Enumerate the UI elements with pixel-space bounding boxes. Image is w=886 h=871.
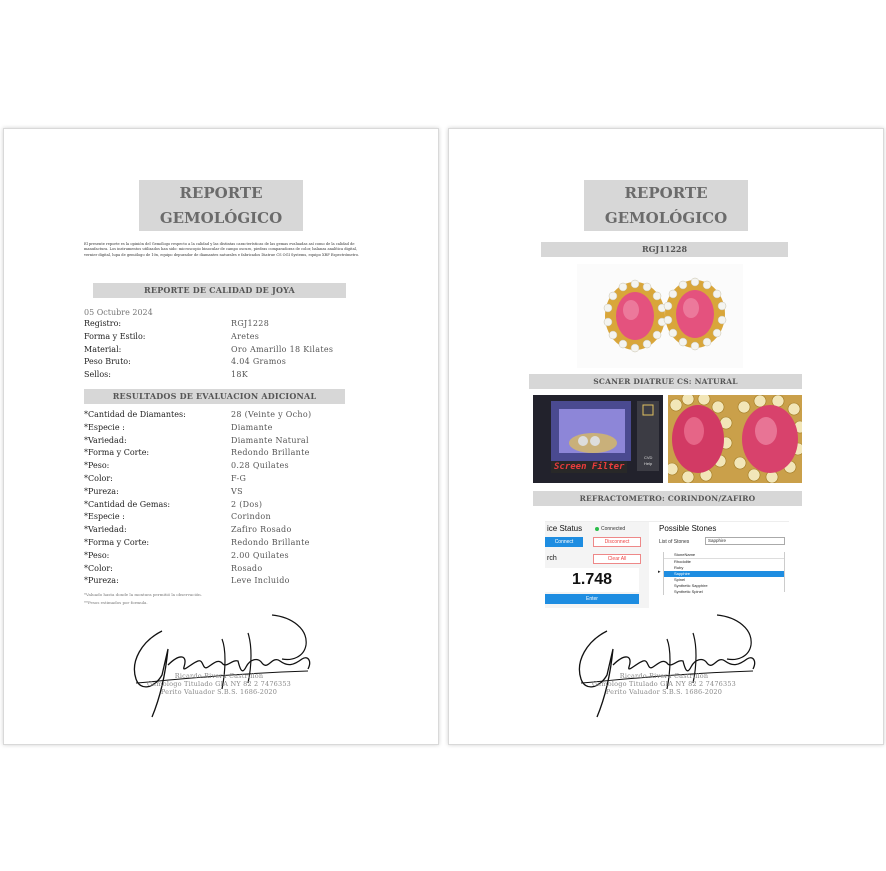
- stones-table-header: StoneName: [664, 552, 785, 559]
- eval-label: *Forma y Corte:: [84, 537, 150, 547]
- report-title-line2: GEMOLÓGICO: [604, 209, 728, 227]
- connect-button[interactable]: Connect: [545, 537, 583, 547]
- detail-label: Sellos:: [84, 370, 111, 380]
- eval-value: 2 (Dos): [231, 499, 263, 509]
- search-label: rch: [547, 555, 557, 562]
- signature-block: [564, 672, 764, 696]
- detail-value: Oro Amarillo 18 Kilates: [231, 344, 334, 354]
- detail-row: [84, 344, 384, 357]
- eval-value: Zafiro Rosado: [231, 525, 292, 535]
- eval-value: Corindon: [231, 512, 271, 522]
- detail-row: [84, 356, 384, 369]
- scanner-overlay-text: Screen Filter: [551, 461, 627, 473]
- eval-value: Redondo Brillante: [231, 537, 310, 547]
- stone-row[interactable]: Rhodolite: [674, 559, 691, 564]
- eval-value: 0.28 Quilates: [231, 461, 289, 471]
- stone-row[interactable]: Synthetic Spinel: [674, 589, 703, 594]
- scanner-tag-help: Help: [644, 461, 653, 466]
- report-date: 05 Octubre 2024: [84, 308, 153, 317]
- refractive-index-reading: 1.748: [545, 568, 639, 592]
- stone-row-selected[interactable]: Sapphire: [664, 571, 785, 577]
- eval-row: [84, 409, 384, 422]
- signer-name: Ricardo Rivera Castrillon: [619, 672, 709, 680]
- signer-credentials: Gemologo Titulado GIA NY 82 2 7476353: [591, 680, 736, 688]
- connected-dot-icon: [595, 527, 599, 531]
- scanner-section-title: SCANER DIATRUE CS: NATURAL: [529, 374, 802, 389]
- report-title-line1: REPORTE: [179, 184, 263, 202]
- eval-value: Diamante Natural: [231, 435, 309, 445]
- report-page-tests: [448, 128, 884, 745]
- eval-row: [84, 575, 384, 588]
- eval-label: *Color:: [84, 473, 113, 483]
- eval-value: VS: [231, 486, 243, 496]
- detail-value: Aretes: [231, 331, 260, 341]
- eval-value: Diamante: [231, 422, 273, 432]
- evaluation-details: [84, 409, 384, 588]
- report-title-line1: REPORTE: [624, 184, 708, 202]
- detail-value: 4.04 Gramos: [231, 357, 287, 367]
- eval-value: Rosado: [231, 563, 263, 573]
- signature-scribble: [567, 609, 767, 719]
- refractometer-software: [545, 521, 789, 607]
- eval-row: [84, 486, 384, 499]
- footnote-2: **Pesos estimados por formula.: [84, 600, 148, 605]
- closeup-photo: [668, 395, 802, 483]
- stone-row[interactable]: Spinel: [674, 577, 686, 582]
- device-status-label: ice Status: [547, 524, 583, 533]
- eval-row: [84, 499, 384, 512]
- signature-scribble: [122, 609, 322, 719]
- connected-label: Connected: [601, 526, 626, 532]
- report-title: [139, 180, 303, 231]
- eval-label: *Especie :: [84, 512, 125, 522]
- eval-label: *Pureza:: [84, 576, 119, 586]
- possible-stones-title: Possible Stones: [659, 524, 717, 533]
- eval-row: [84, 422, 384, 435]
- detail-label: Material:: [84, 344, 122, 354]
- detail-row: [84, 331, 384, 344]
- signer-credentials: Gemologo Titulado GIA NY 82 2 7476353: [146, 680, 291, 688]
- eval-value: 28 (Veinte y Ocho): [231, 410, 312, 419]
- eval-label: *Cantidad de Diamantes:: [84, 410, 186, 419]
- eval-label: *Forma y Corte:: [84, 448, 150, 458]
- report-page-quality: [3, 128, 439, 745]
- section-evaluation-title: RESULTADOS DE EVALUACION ADICIONAL: [84, 389, 345, 404]
- clear-all-button[interactable]: Clear All: [593, 554, 641, 564]
- eval-row: [84, 460, 384, 473]
- possible-stones-panel: [657, 522, 789, 608]
- eval-value: 2.00 Quilates: [231, 550, 289, 560]
- eval-row: [84, 511, 384, 524]
- detail-row: [84, 369, 384, 382]
- jewel-details: [84, 318, 384, 382]
- signer-appraiser-id: Perito Valuador S.B.S. 1686-2020: [160, 688, 278, 696]
- eval-value: F-G: [231, 473, 247, 483]
- eval-row: [84, 473, 384, 486]
- eval-row: [84, 524, 384, 537]
- list-of-stones-label: List of Stones: [659, 539, 690, 545]
- eval-value: Redondo Brillante: [231, 448, 310, 458]
- earrings-photo: [577, 264, 743, 368]
- report-title-line2: GEMOLÓGICO: [159, 209, 283, 227]
- detail-value: RGJ1228: [231, 319, 270, 328]
- disconnect-button[interactable]: Disconnect: [593, 537, 641, 547]
- detail-row: [84, 318, 384, 331]
- section-jewel-quality-title: REPORTE DE CALIDAD DE JOYA: [93, 283, 346, 298]
- eval-row: [84, 435, 384, 448]
- eval-label: *Cantidad de Gemas:: [84, 499, 171, 509]
- detail-label: Forma y Estilo:: [84, 331, 146, 341]
- eval-label: *Especie :: [84, 422, 125, 432]
- enter-button[interactable]: Enter: [545, 594, 639, 604]
- eval-label: *Peso:: [84, 461, 110, 471]
- scanner-tag-cvd: CVD: [644, 455, 653, 460]
- eval-label: *Variedad:: [84, 525, 127, 535]
- stones-table: [663, 552, 785, 595]
- signer-name: Ricardo Rivera Castrillon: [174, 672, 264, 680]
- stone-row[interactable]: Ruby: [674, 565, 684, 570]
- eval-row: [84, 550, 384, 563]
- eval-row: [84, 563, 384, 576]
- stone-row[interactable]: Synthetic Sapphire: [674, 583, 708, 588]
- eval-label: *Peso:: [84, 550, 110, 560]
- eval-label: *Color:: [84, 563, 113, 573]
- eval-label: *Variedad:: [84, 435, 127, 445]
- footnotes: [84, 591, 202, 607]
- table-scrollbar[interactable]: [784, 552, 785, 592]
- detail-value: 18K: [231, 370, 249, 380]
- row-pointer-icon: ▸: [658, 569, 661, 575]
- eval-value: Leve Incluido: [231, 576, 290, 586]
- device-panel: [545, 522, 649, 608]
- connection-status: [595, 526, 625, 532]
- scanner-photo: [533, 395, 663, 483]
- footnote-1: *Valuado hasta donde la montura permitió la observación.: [84, 592, 203, 597]
- signer-appraiser-id: Perito Valuador S.B.S. 1686-2020: [605, 688, 723, 696]
- registro-number: RGJ11228: [541, 242, 788, 257]
- detail-label: Peso Bruto:: [84, 357, 131, 367]
- intro-paragraph: El presente reporte es la opinión del Gemólogo respecto a la calidad y las distintas características de las gemas evaluadas así como de la calidad de manufactura. Los instrumentos utilizados han sido: microscopio binocular de campo oscuro, piedras comparadoras de color, balanza analítica digital, vernier digital, lupa de gemólogo de 10x, equipo depurador de diamantes naturales e fabricados Diatrue CS OGI Systems, equipo XRF Espectrómetro.: [84, 242, 360, 257]
- stone-list-select[interactable]: Sapphire: [705, 537, 785, 545]
- report-title: [584, 180, 748, 231]
- eval-row: [84, 447, 384, 460]
- eval-row: [84, 537, 384, 550]
- eval-label: *Pureza:: [84, 486, 119, 496]
- signature-block: [119, 672, 319, 696]
- detail-label: Registro:: [84, 319, 122, 328]
- refractometer-section-title: REFRACTOMETRO: CORINDON/ZAFIRO: [533, 491, 802, 506]
